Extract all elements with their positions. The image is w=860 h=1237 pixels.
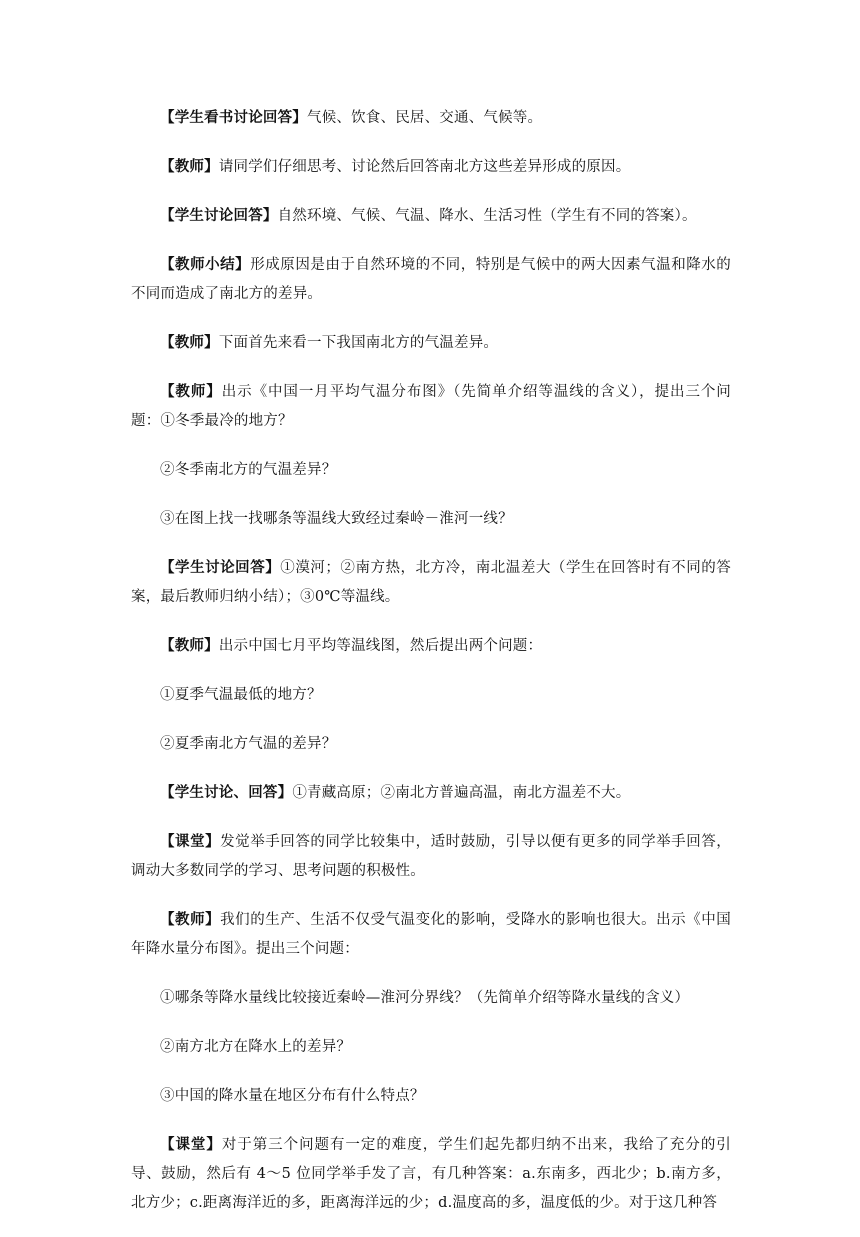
speaker-tag: 【学生看书讨论回答】: [160, 109, 307, 126]
paragraph-15: [131, 905, 731, 964]
paragraph-2: [131, 152, 731, 182]
paragraph-16: [131, 983, 731, 1013]
paragraph-text: 我们的生产、生活不仅受气温变化的影响，受降水的影响也很大。出示《中国年降水量分布图》。提出三个问题：: [131, 912, 731, 957]
paragraph-text: ②冬季南北方的气温差异？: [160, 462, 337, 478]
speaker-tag: 【教师】: [160, 383, 222, 400]
speaker-tag: 【教师】: [160, 911, 221, 928]
speaker-tag: 【教师】: [160, 334, 219, 351]
paragraph-5: [131, 328, 731, 358]
paragraph-13: [131, 778, 731, 808]
paragraph-4: [131, 250, 731, 309]
paragraph-text: 自然环境、气候、气温、降水、生活习性（学生有不同的答案）。: [277, 208, 697, 224]
paragraph-text: 气候、饮食、民居、交通、气候等。: [307, 110, 543, 126]
paragraph-8: [131, 504, 731, 534]
paragraph-text: ①夏季气温最低的地方？: [160, 687, 322, 703]
paragraph-text: 出示《中国一月平均气温分布图》（先简单介绍等温线的含义），提出三个问题：①冬季最冷的地方？: [131, 384, 731, 429]
paragraph-text: 对于第三个问题有一定的难度，学生们起先都归纳不出来，我给了充分的引导、鼓励，然后有 4～5 位同学举手发了言，有几种答案：a.东南多，西北少；b.南方多，北方少；c.距离海洋近的多，距离海洋远的少；d.温度高的多，温度低的少。对于这几种答: [131, 1137, 731, 1211]
speaker-tag: 【学生讨论、回答】: [160, 784, 293, 801]
paragraph-text: 出示中国七月平均等温线图，然后提出两个问题：: [218, 638, 543, 654]
paragraph-6: [131, 377, 731, 436]
speaker-tag: 【学生讨论回答】: [160, 207, 278, 224]
paragraph-text: ②夏季南北方气温的差异？: [160, 736, 337, 752]
speaker-tag: 【教师】: [160, 637, 219, 654]
speaker-tag: 【教师小结】: [160, 256, 251, 273]
paragraph-3: [131, 201, 731, 231]
paragraph-9: [131, 553, 731, 612]
paragraph-text: 发觉举手回答的同学比较集中，适时鼓励，引导以便有更多的同学举手回答，调动大多数同学的学习、思考问题的积极性。: [131, 834, 731, 879]
paragraph-14: [131, 827, 731, 886]
paragraph-text: ①漠河；②南方热，北方冷，南北温差大（学生在回答时有不同的答案，最后教师归纳小结）；③0℃等温线。: [131, 560, 731, 605]
speaker-tag: 【课堂】: [160, 1136, 222, 1153]
paragraph-12: [131, 729, 731, 759]
paragraph-18: [131, 1081, 731, 1111]
paragraph-text: ③中国的降水量在地区分布有什么特点？: [160, 1088, 425, 1104]
paragraph-text: 形成原因是由于自然环境的不同，特别是气候中的两大因素气温和降水的不同而造成了南北方的差异。: [131, 257, 731, 302]
paragraph-text: 请同学们仔细思考、讨论然后回答南北方这些差异形成的原因。: [218, 159, 631, 175]
paragraph-17: [131, 1032, 731, 1062]
paragraph-text: ②南方北方在降水上的差异？: [160, 1039, 352, 1055]
paragraph-text: ①青藏高原；②南北方普遍高温，南北方温差不大。: [292, 785, 631, 801]
document-body: [131, 103, 731, 1237]
paragraph-text: ①哪条等降水量线比较接近秦岭—淮河分界线？（先简单介绍等降水量线的含义）: [160, 990, 690, 1006]
speaker-tag: 【教师】: [160, 158, 219, 175]
paragraph-text: 下面首先来看一下我国南北方的气温差异。: [218, 335, 499, 351]
paragraph-text: ③在图上找一找哪条等温线大致经过秦岭－淮河一线？: [160, 511, 513, 527]
paragraph-10: [131, 631, 731, 661]
paragraph-7: [131, 455, 731, 485]
paragraph-19: [131, 1130, 731, 1218]
speaker-tag: 【课堂】: [160, 833, 221, 850]
speaker-tag: 【学生讨论回答】: [160, 559, 281, 576]
paragraph-1: [131, 103, 731, 133]
paragraph-11: [131, 680, 731, 710]
